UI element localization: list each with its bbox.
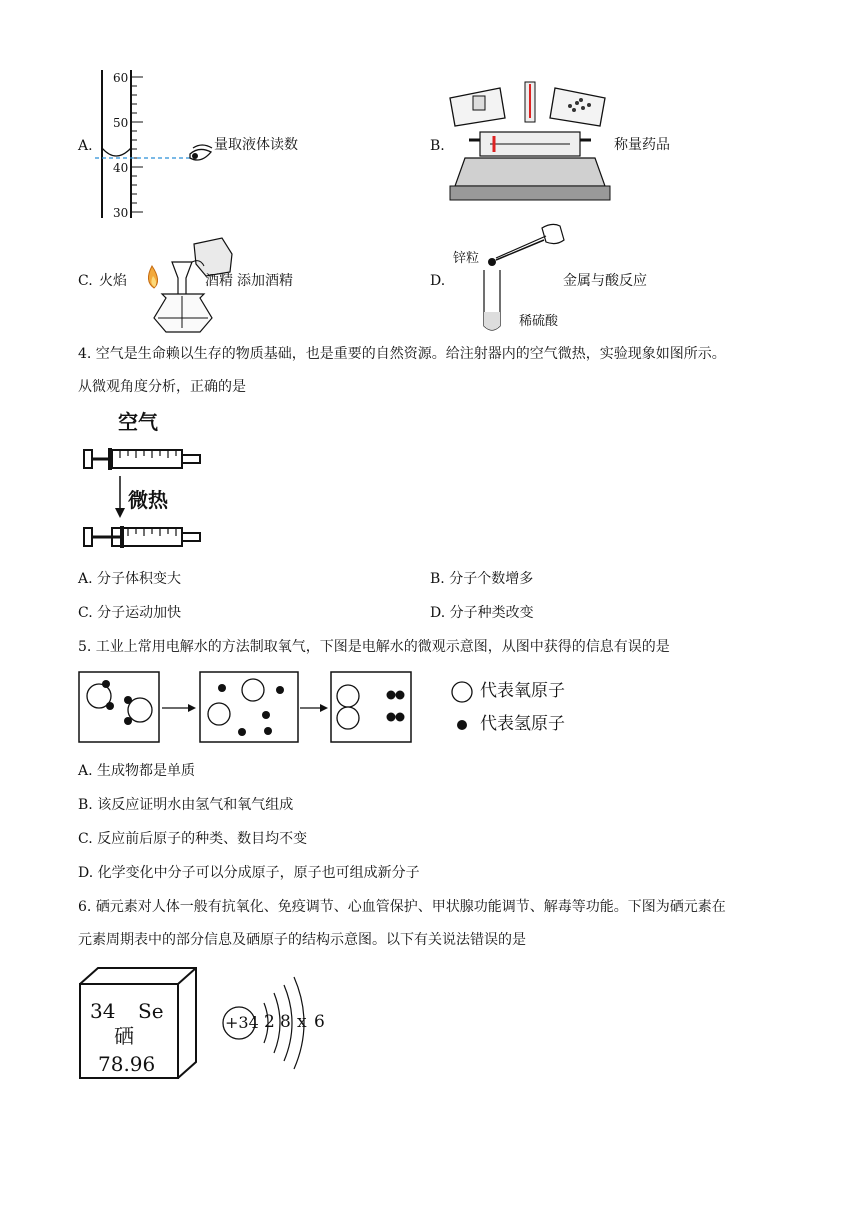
option-b-caption: 称量药品 [614, 137, 670, 153]
balance-figure [445, 78, 615, 208]
option-c-caption: 添加酒精 [237, 273, 293, 289]
label-heat: 微热 [128, 488, 168, 512]
q4-option-d[interactable]: D. 分子种类改变 [430, 605, 534, 621]
label-flame: 火焰 [99, 273, 127, 289]
element-mass: 78.96 [98, 1052, 156, 1076]
atom-shell-2: 8 [280, 1012, 291, 1032]
q5-option-b[interactable]: B. 该反应证明水由氢气和氧气组成 [78, 797, 294, 813]
option-c-letter: C. [78, 273, 93, 289]
q5-option-c[interactable]: C. 反应前后原子的种类、数目均不变 [78, 831, 308, 847]
atom-shell-1: 2 [264, 1012, 275, 1032]
cylinder-scale-50: 50 [113, 116, 129, 130]
legend-hydrogen: 代表氢原子 [480, 714, 565, 734]
eye-icon [190, 145, 212, 160]
label-acid: 稀硫酸 [519, 314, 559, 329]
option-b-letter: B. [430, 138, 445, 154]
element-number: 34 [90, 999, 116, 1023]
q4-option-b[interactable]: B. 分子个数增多 [430, 571, 534, 587]
cylinder-scale-40: 40 [113, 161, 129, 175]
legend-oxygen: 代表氧原子 [480, 681, 565, 701]
option-d-letter: D. [430, 273, 446, 289]
element-symbol: Se [138, 999, 164, 1023]
option-a-letter: A. [78, 138, 93, 154]
option-a-caption: 量取液体读数 [214, 137, 298, 153]
q6-stem-line1: 6. 硒元素对人体一般有抗氧化、免疫调节、心血管保护、甲状腺功能调节、解毒等功能。下图为硒元素在 [78, 899, 726, 915]
electrolysis-diagram [78, 670, 418, 750]
q4-stem-line1: 4. 空气是生命赖以生存的物质基础，也是重要的自然资源。给注射器内的空气微热，实验现象如图所示。 [78, 346, 726, 362]
q5-option-a[interactable]: A. 生成物都是单质 [78, 763, 196, 779]
q4-stem-line2: 从微观角度分析，正确的是 [78, 379, 246, 395]
q4-option-a[interactable]: A. 分子体积变大 [78, 571, 182, 587]
element-name: 硒 [114, 1024, 134, 1048]
atom-nucleus: +34 [225, 1013, 259, 1032]
q6-stem-line2: 元素周期表中的部分信息及硒原子的结构示意图。以下有关说法错误的是 [78, 932, 526, 948]
q5-option-d[interactable]: D. 化学变化中分子可以分成原子，原子也可组成新分子 [78, 865, 420, 881]
oxygen-atom-icon [450, 680, 474, 704]
q4-option-c[interactable]: C. 分子运动加快 [78, 605, 182, 621]
q5-stem: 5. 工业上常用电解水的方法制取氧气，下图是电解水的微观示意图，从图中获得的信息有误的是 [78, 639, 670, 655]
hydrogen-atom-icon [450, 713, 474, 737]
atom-shell-4: 6 [314, 1012, 325, 1032]
cylinder-scale-30: 30 [113, 206, 129, 220]
label-alcohol: 酒精 [205, 273, 233, 289]
option-d-caption: 金属与酸反应 [563, 273, 647, 289]
atom-shell-3: x [297, 1012, 307, 1032]
label-zinc: 锌粒 [453, 251, 480, 266]
cylinder-scale-60: 60 [113, 71, 129, 85]
label-air: 空气 [118, 410, 158, 434]
